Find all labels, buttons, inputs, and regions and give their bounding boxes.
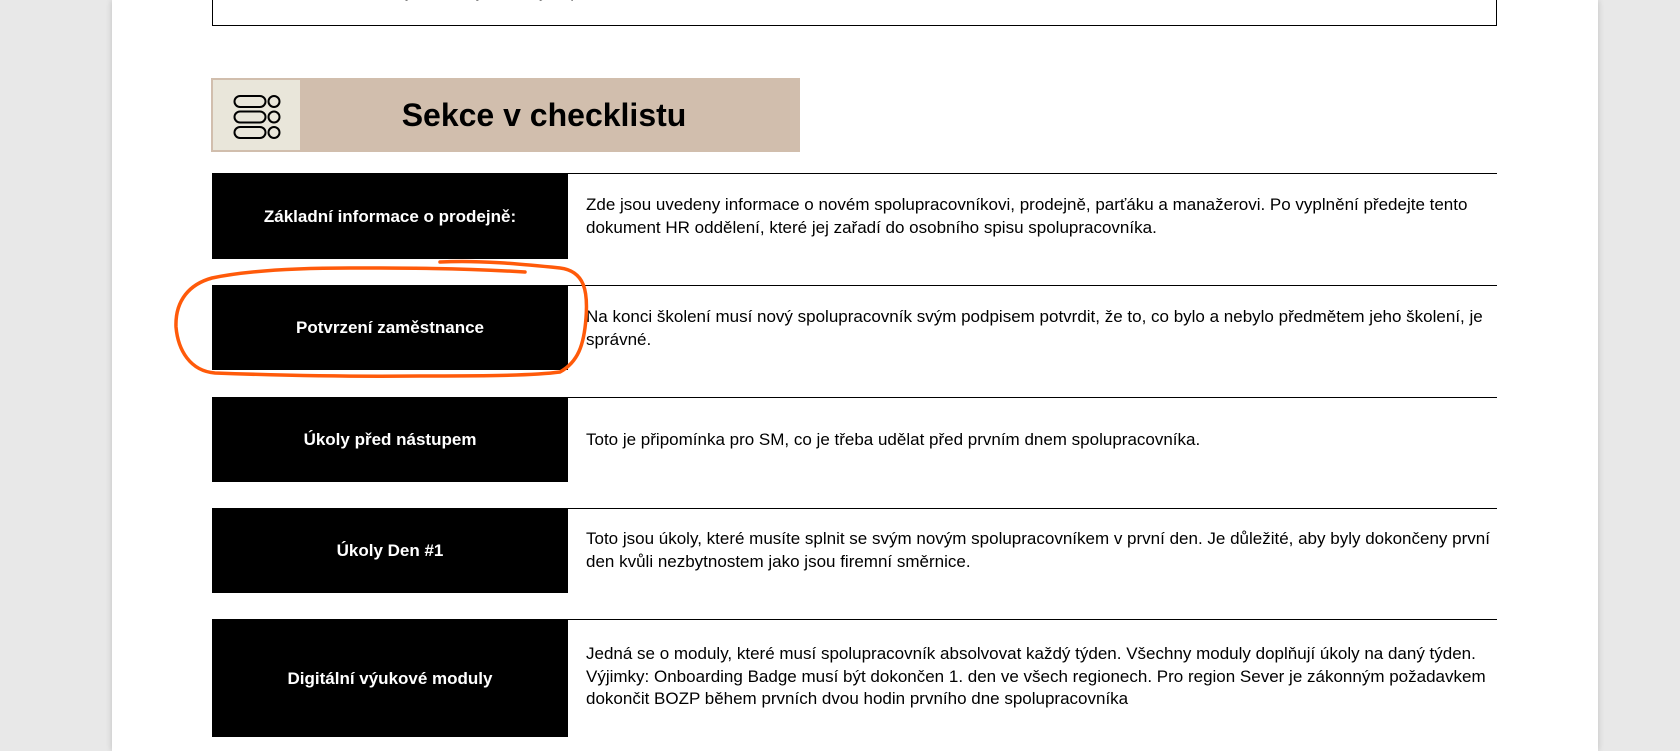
row-description: Toto jsou úkoly, které musíte splnit se svým novým spolupracovníkem v první den. Je důležité, aby byly dokončeny první den kvůli nezbytnostem jako jsou firemní směrnice. [586,529,1490,571]
row-label: Úkoly před nástupem [212,398,568,482]
row-description: Zde jsou uvedeny informace o novém spolupracovníkovi, prodejně, parťáku a manažerovi. Po vyplnění předejte tento dokument HR oddělení, které jej zařadí do osobního spisu spolupracovníka. [586,195,1468,237]
intro-box [212,0,1497,26]
checklist-row [212,173,1497,259]
row-description: Jedná se o moduly, které musí spolupracovník absolvovat každý týden. Všechny moduly doplňují úkoly na daný týden. Výjimky: Onboarding Badge musí být dokončen 1. den ve všech regionech. Pro region Sever je zákonným požadavkem dokončit BOZP během prvních dvou hodin prvního dne spolupracovníka [586,644,1486,708]
checklist-row [212,508,1497,593]
checklist-row [212,285,1497,370]
checklist-row [212,619,1497,737]
checklist-icon-graphic [233,93,281,141]
checklist-icon [213,80,300,150]
section-header [211,78,800,152]
section-title: Sekce v checklistu [401,97,687,133]
row-description: Toto je připomínka pro SM, co je třeba udělat před prvním dnem spolupracovníka. [586,430,1201,449]
row-description: Na konci školení musí nový spolupracovník svým podpisem potvrdit, že to, co bylo a nebylo předmětem jeho školení, je správné. [586,307,1483,349]
document-page [112,0,1598,751]
row-label: Základní informace o prodejně: [212,174,568,259]
row-label: Digitální výukové moduly [212,620,568,737]
row-label: Potvrzení zaměstnance [212,286,568,370]
checklist-row [212,397,1497,482]
intro-text [263,0,683,2]
row-label: Úkoly Den #1 [212,509,568,593]
